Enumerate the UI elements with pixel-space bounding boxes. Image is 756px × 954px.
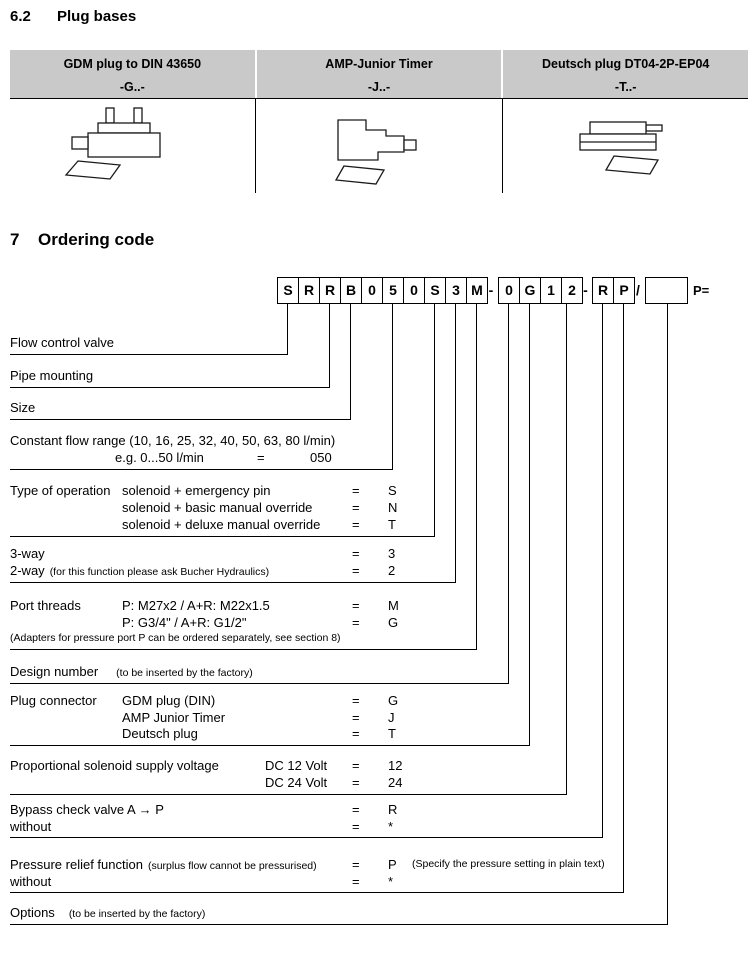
plug-drawing-cell-amp [255, 99, 501, 193]
equals-sign: = [352, 709, 360, 725]
row-label: Size [10, 400, 36, 415]
plug-table-header-cell-gdm [10, 50, 255, 98]
option-extra-note: (Specify the pressure setting in plain text) [412, 858, 605, 870]
row-note: (to be inserted by the factory) [116, 667, 253, 679]
code-box: 0 [498, 277, 520, 304]
option-text: 3-way [10, 546, 45, 561]
amp-junior-timer-drawing [304, 104, 454, 189]
option-text: solenoid + basic manual override [122, 500, 313, 515]
row-footnote: (Adapters for pressure port P can be ordered separately, see section 8) [10, 632, 341, 644]
plug-code: -G..- [119, 80, 145, 94]
option-value: M [388, 598, 399, 613]
code-row-design-number [10, 658, 509, 684]
equals-sign: = [352, 615, 360, 630]
code-row-constant-flow-range [10, 428, 393, 470]
option-value: 3 [388, 546, 396, 561]
row-label: Constant flow range (10, 16, 25, 32, 40, 50, 63, 80 l/min) [10, 433, 336, 448]
plug-table-header-cell-deutsch [501, 50, 748, 98]
code-suffix: P= [693, 283, 710, 298]
option-text: solenoid + emergency pin [122, 483, 271, 498]
code-row-options [10, 900, 668, 925]
code-box: 2 [561, 277, 583, 304]
option-text: Bypass check valve A → P [10, 802, 164, 817]
option-text: without [10, 818, 52, 834]
equals-sign: = [352, 546, 360, 561]
option-value: P [388, 857, 397, 872]
option-text: P: M27x2 / A+R: M22x1.5 [122, 598, 270, 613]
option-text: DC 24 Volt [265, 775, 328, 790]
code-leader-line [667, 304, 668, 925]
code-leader-line [623, 304, 624, 893]
section-title: Plug bases [57, 8, 137, 25]
plug-table-body [10, 99, 748, 193]
section-heading-plug-bases [10, 8, 136, 25]
section-number: 7 [10, 230, 20, 249]
row-label: Flow control valve [10, 335, 115, 350]
plug-code: -T..- [614, 80, 637, 94]
option-value: 12 [388, 758, 403, 773]
equals-sign: = [352, 517, 360, 532]
code-row-pressure-relief [10, 856, 624, 893]
example-value: 050 [310, 450, 332, 465]
code-box: M [466, 277, 488, 304]
code-row-flow-control-valve [10, 330, 288, 355]
option-value: 2 [388, 563, 396, 578]
equals-sign: = [352, 758, 360, 773]
option-text: Pressure relief function [10, 857, 143, 872]
row-label: Port threads [10, 598, 81, 613]
code-box-blank [645, 277, 688, 304]
row-label: Proportional solenoid supply voltage [10, 758, 219, 773]
option-value: J [388, 709, 395, 725]
plug-code: -J..- [367, 80, 391, 94]
equals-sign: = [352, 563, 360, 578]
section-heading-ordering-code [10, 230, 154, 250]
code-box: S [277, 277, 299, 304]
code-row-pipe-mounting [10, 363, 330, 388]
equals-sign: = [352, 483, 360, 498]
code-box: 1 [540, 277, 562, 304]
code-row-supply-voltage [10, 753, 567, 795]
code-box: R [319, 277, 341, 304]
option-text: DC 12 Volt [265, 758, 328, 773]
code-row-way-function [10, 545, 456, 583]
code-leader-line [455, 304, 456, 583]
code-separator-slash: / [636, 282, 640, 298]
example-label: e.g. 0...50 l/min [115, 450, 204, 465]
option-value: G [388, 692, 399, 708]
plug-drawing-cell-deutsch [502, 99, 748, 193]
code-row-type-of-operation [10, 478, 435, 537]
code-row-size [10, 395, 351, 420]
equals-sign: = [352, 692, 360, 708]
option-value: T [388, 726, 396, 742]
code-row-port-threads [10, 592, 477, 650]
option-value: G [388, 615, 399, 630]
option-text-group [10, 562, 269, 581]
row-label: Design number [10, 664, 99, 679]
code-box: R [298, 277, 320, 304]
row-label-group [10, 904, 205, 923]
row-note: (to be inserted by the factory) [68, 908, 206, 920]
code-box: P [613, 277, 635, 304]
row-label: Type of operation [10, 483, 111, 498]
code-leader-line [508, 304, 509, 684]
option-value: * [388, 873, 394, 889]
equals-sign: = [257, 450, 265, 465]
equals-sign: = [352, 857, 360, 872]
code-box: 3 [445, 277, 467, 304]
code-box: 0 [361, 277, 383, 304]
option-note: (surplus flow cannot be pressurised) [147, 860, 317, 872]
option-text: Deutsch plug [122, 726, 198, 742]
option-text: without [10, 873, 52, 889]
option-value: * [388, 818, 394, 834]
code-row-bypass-check-valve [10, 801, 603, 838]
equals-sign: = [352, 598, 360, 613]
code-separator-dash: - [583, 282, 588, 298]
option-value: R [388, 802, 398, 817]
row-label-group [10, 663, 253, 682]
code-leader-line [529, 304, 530, 746]
row-label: Pipe mounting [10, 368, 94, 383]
code-leader-line [566, 304, 567, 795]
equals-sign: = [352, 802, 360, 817]
row-label: Plug connector [10, 692, 97, 708]
gdm-plug-drawing [58, 104, 208, 189]
code-leader-line [602, 304, 603, 838]
code-row-plug-connector [10, 692, 530, 746]
option-value: 24 [388, 775, 403, 790]
deutsch-plug-drawing [550, 104, 700, 189]
option-text: solenoid + deluxe manual override [122, 517, 321, 532]
code-box: 0 [403, 277, 425, 304]
code-separator-dash: - [488, 282, 494, 298]
option-note: (for this function please ask Bucher Hydraulics) [49, 566, 270, 578]
equals-sign: = [352, 726, 360, 742]
option-text: 2-way [10, 563, 45, 578]
section-number: 6.2 [10, 8, 31, 25]
code-box: R [592, 277, 614, 304]
option-text: GDM plug (DIN) [122, 692, 216, 708]
section-title: Ordering code [38, 230, 155, 249]
equals-sign: = [352, 500, 360, 515]
option-value: N [388, 500, 398, 515]
equals-sign: = [352, 775, 360, 790]
plug-name: AMP-Junior Timer [325, 57, 433, 71]
code-box: G [519, 277, 541, 304]
plug-drawing-cell-gdm [10, 99, 255, 193]
ordering-code-row [0, 277, 756, 304]
row-label: Options [10, 905, 55, 920]
option-text: P: G3/4" / A+R: G1/2" [122, 615, 247, 630]
plug-bases-table [10, 50, 748, 193]
plug-name: Deutsch plug DT04-2P-EP04 [541, 57, 710, 71]
code-box: 5 [382, 277, 404, 304]
plug-table-header-cell-amp [255, 50, 502, 98]
plug-table-header [10, 50, 748, 99]
code-box: B [340, 277, 362, 304]
option-value: S [388, 483, 397, 498]
option-text: AMP Junior Timer [122, 709, 226, 725]
code-box: S [424, 277, 446, 304]
plug-name: GDM plug to DIN 43650 [63, 57, 202, 71]
equals-sign: = [352, 818, 360, 834]
equals-sign: = [352, 873, 360, 889]
option-value: T [388, 517, 396, 532]
